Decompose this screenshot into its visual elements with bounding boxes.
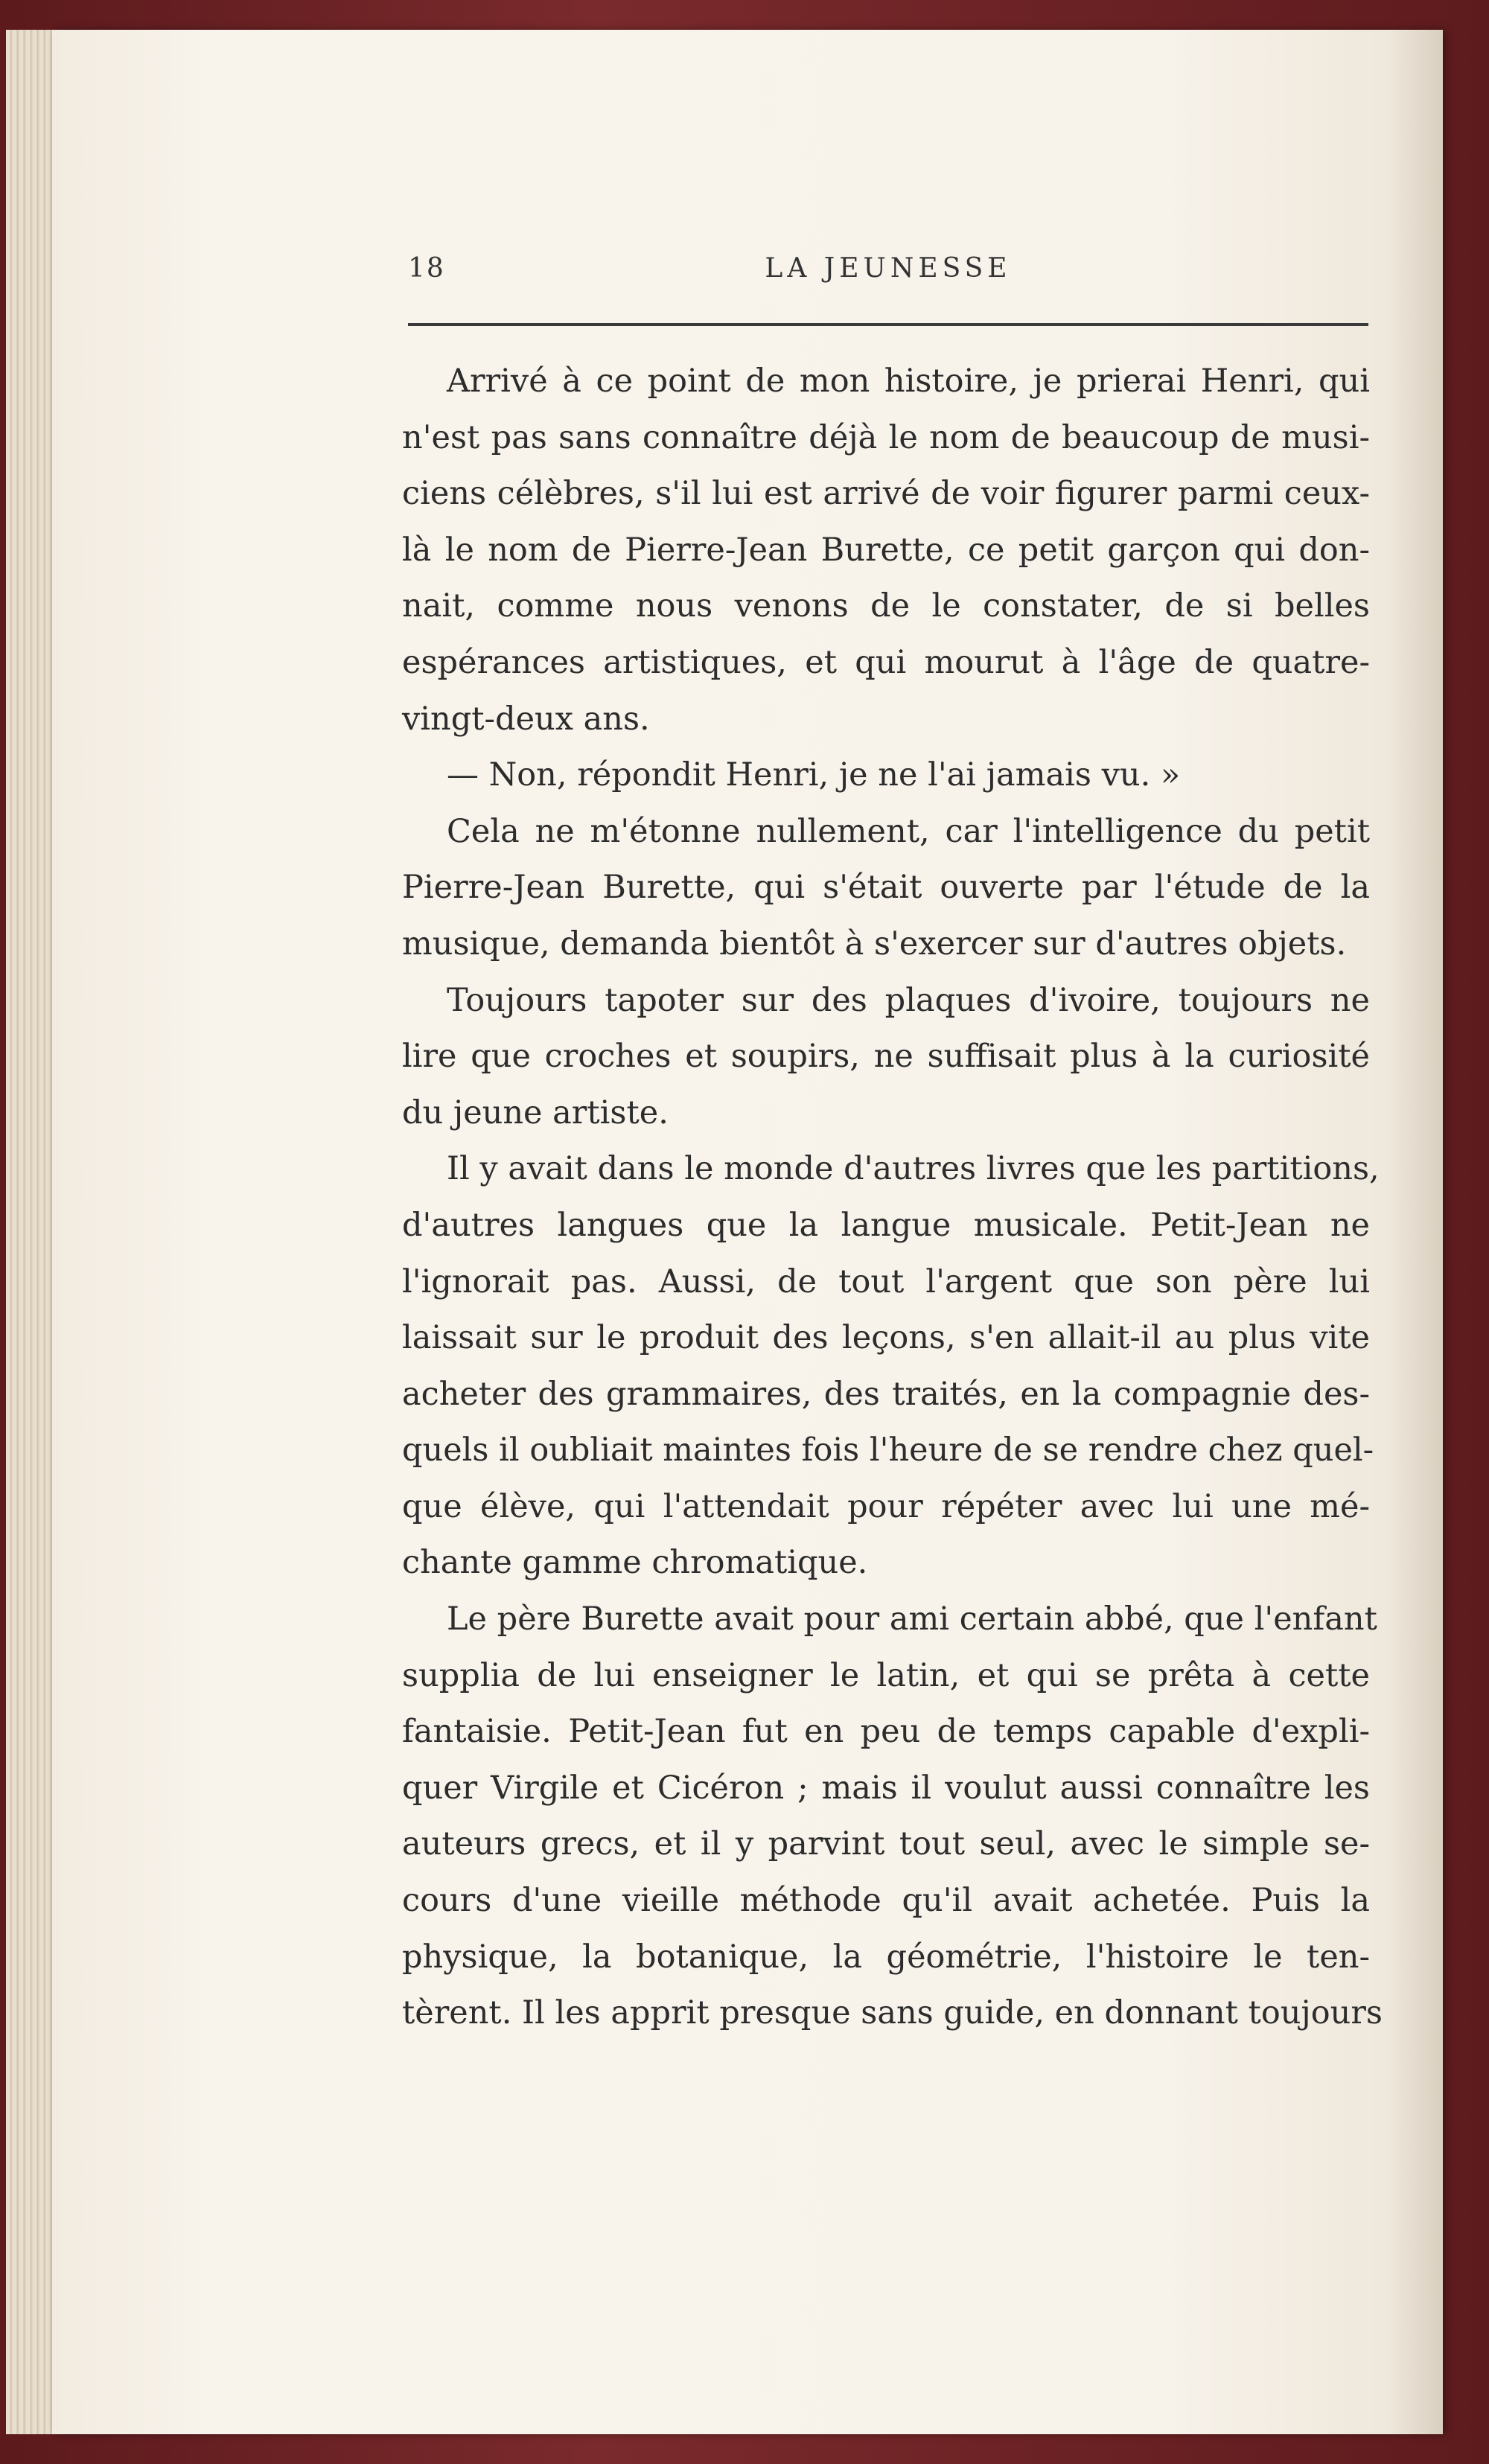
text-line: Le père Burette avait pour ami certain abbé, que l'enfant [447, 1600, 1377, 1638]
text-line: quer Virgile et Cicéron ; mais il voulut aussi connaître les [402, 1769, 1370, 1807]
text-line: supplia de lui enseigner le latin, et qui se prêta à cette [402, 1656, 1370, 1694]
text-line: Arrivé à ce point de mon histoire, je prierai Henri, qui [447, 363, 1370, 400]
text-line: lire que croches et soupirs, ne suffisait plus à la curiosité [402, 1038, 1370, 1076]
text-line: que élève, qui l'attendait pour répéter avec lui une mé- [402, 1487, 1370, 1525]
text-line: ciens célèbres, s'il lui est arrivé de voir figurer parmi ceux- [402, 475, 1370, 513]
running-title: LA JEUNESSE [765, 253, 1012, 284]
text-line: fantaisie. Petit-Jean fut en peu de temps capable d'expli- [402, 1713, 1370, 1751]
text-line: l'ignorait pas. Aussi, de tout l'argent que son père lui [402, 1263, 1370, 1300]
text-line: Cela ne m'étonne nullement, car l'intelligence du petit [447, 812, 1370, 850]
text-line: cours d'une vieille méthode qu'il avait achetée. Puis la [402, 1882, 1370, 1920]
text-line: musique, demanda bientôt à s'exercer sur d'autres objets. [402, 925, 1347, 963]
text-line: — Non, répondit Henri, je ne l'ai jamais vu. » [447, 756, 1181, 794]
header-rule [408, 323, 1368, 326]
text-line: du jeune artiste. [402, 1094, 669, 1132]
text-line: Pierre-Jean Burette, qui s'était ouverte par l'étude de la [402, 869, 1370, 907]
text-line: nait, comme nous venons de le constater, de si belles [402, 587, 1370, 625]
body-text [402, 354, 1383, 2042]
text-line: acheter des grammaires, des traités, en la compagnie des- [402, 1375, 1370, 1413]
text-line: Il y avait dans le monde d'autres livres que les partitions, [447, 1150, 1380, 1188]
page-number: 18 [408, 253, 445, 284]
page-header [408, 253, 1368, 290]
text-line: laissait sur le produit des leçons, s'en allait-il au plus vite [402, 1319, 1370, 1357]
text-line: là le nom de Pierre-Jean Burette, ce petit garçon qui don- [402, 531, 1370, 569]
text-line: vingt-deux ans. [402, 700, 650, 738]
text-line: tèrent. Il les apprit presque sans guide, en donnant toujours [402, 1994, 1383, 2032]
text-line: auteurs grecs, et il y parvint tout seul, avec le simple se- [402, 1825, 1370, 1863]
text-line: physique, la botanique, la géométrie, l'histoire le ten- [402, 1938, 1370, 1976]
text-line: quels il oubliait maintes fois l'heure de se rendre chez quel- [402, 1432, 1374, 1469]
text-line: espérances artistiques, et qui mourut à l'âge de quatre- [402, 643, 1370, 681]
text-line: n'est pas sans connaître déjà le nom de beaucoup de musi- [402, 418, 1370, 456]
text-line: chante gamme chromatique. [402, 1544, 868, 1582]
text-line: d'autres langues que la langue musicale. Petit-Jean ne [402, 1206, 1370, 1244]
text-line: Toujours tapoter sur des plaques d'ivoire, toujours ne [447, 981, 1370, 1019]
